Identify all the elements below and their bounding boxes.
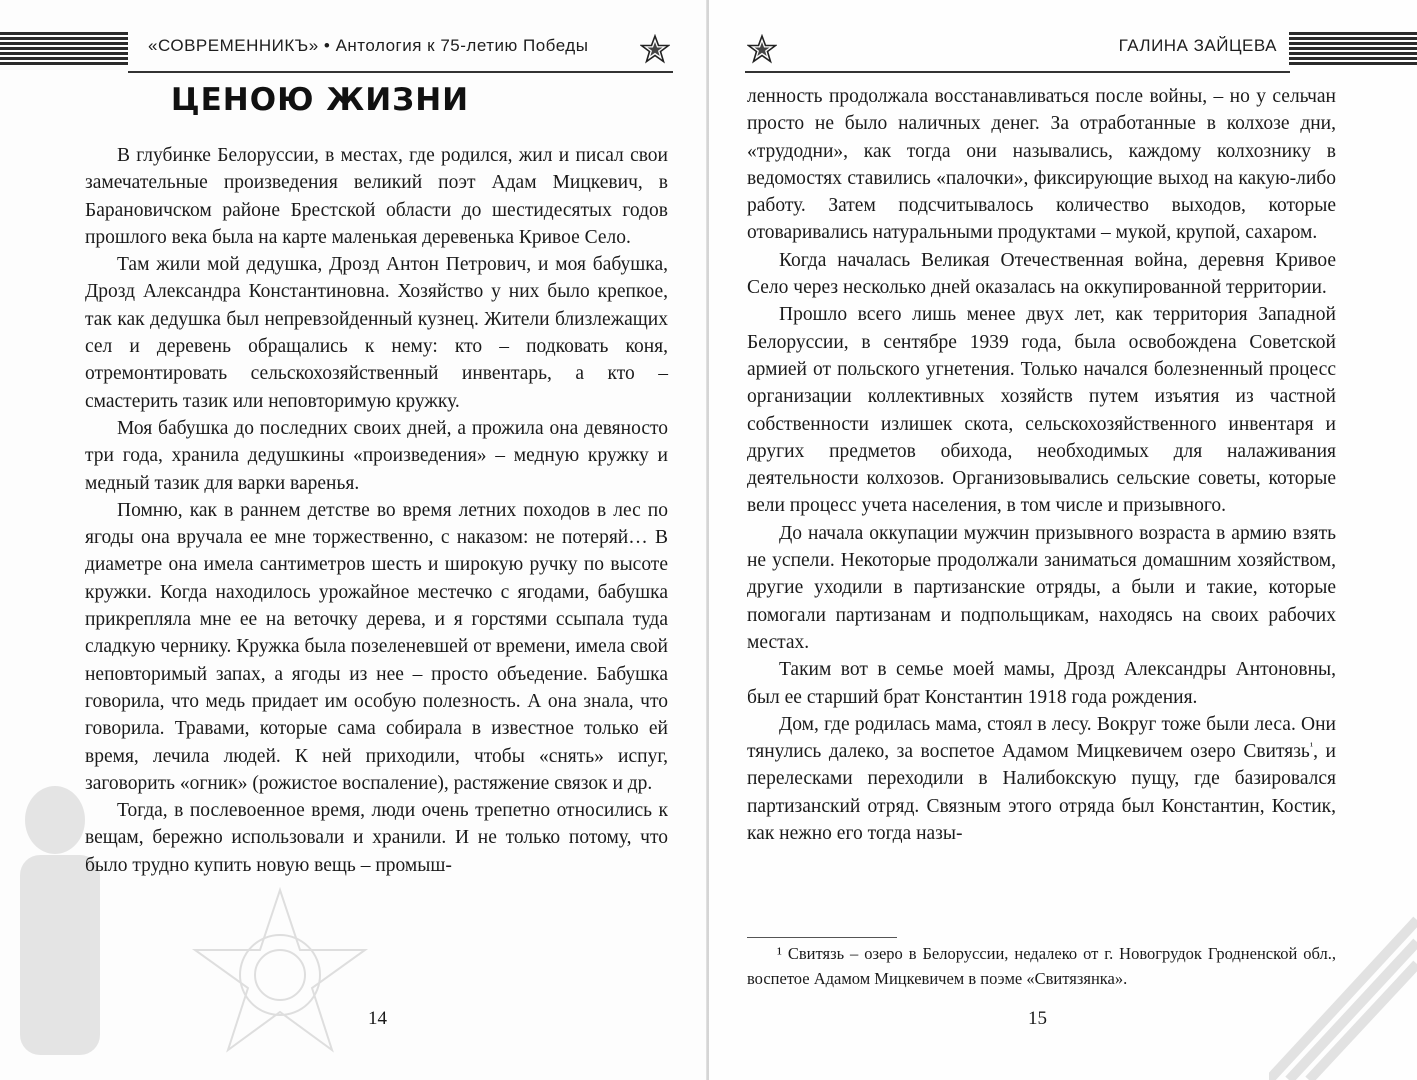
paragraph: Когда началась Великая Отечественная война, деревня Кривое Село через несколько дней оказалась на оккупированной территории.	[747, 249, 1336, 299]
header-rule	[128, 71, 673, 73]
paragraph	[747, 711, 1336, 847]
paragraph: Прошло всего лишь менее двух лет, как территория Западной Белоруссии, в сентябре 1939 года, была освобождена Советской армией от польского угнетения. Только начался болезненный процесс организации коллективных хозяйств путем изъятия из частной собственности излишек скота, сельскохозяйственного инвентаря и других предметов обихода, необходимых для налаживания деятельности колхозов. Организовывались сельские советы, которые вели процесс учета населения, в том числе и призывного.	[747, 304, 1336, 517]
paragraph: Там жили мой дедушка, Дрозд Антон Петрович, и моя бабушка, Дрозд Александра Константиновна. Хозяйство у них было крепкое, так как дедушка был непревзойденный кузнец. Жители близлежащих сел и деревень обращались к нему: кто – подковать коня, отремонтировать сельскохозяйственный инвентарь, а кто – смастерить тазик или неповторимую кружку.	[85, 254, 668, 412]
paragraph: Таким вот в семье моей мамы, Дрозд Александры Антоновны, был ее старший брат Константин 1918 года рождения.	[747, 659, 1336, 708]
header-rule	[745, 71, 1290, 73]
star-icon	[747, 34, 777, 64]
chapter-title: ЦЕНОЮ ЖИЗНИ	[170, 82, 470, 118]
page-number: 15	[1028, 1008, 1047, 1029]
left-page	[0, 0, 708, 1080]
running-head: «СОВРЕМЕННИКЪ» • Антология к 75-летию Победы	[148, 36, 589, 55]
running-head: ГАЛИНА ЗАЙЦЕВА	[1118, 36, 1277, 55]
ribbon-decoration	[1289, 32, 1417, 66]
right-body-text	[747, 83, 1336, 847]
order-medal-watermark-icon	[150, 880, 410, 1080]
footnote	[747, 941, 1336, 991]
page-number: 14	[368, 1008, 387, 1029]
paragraph: До начала оккупации мужчин призывного возраста в армию взять не успели. Некоторые продолжали заниматься домашним хозяйством, другие уходили в партизанские отряды, а были и такие, которые помогали партизанам и подпольщикам, находясь на своих рабочих местах.	[747, 522, 1336, 653]
footnote-text: ¹ Свитязь – озеро в Белоруссии, недалеко от г. Новогрудок Гродненской обл., воспетое Адамом Мицкевичем в поэме «Свитязянка».	[747, 944, 1336, 988]
paragraph: ленность продолжала восстанавливаться после войны, – но у сельчан просто не было наличных денег. За отработанные в колхозе дни, «трудодни», как тогда они назывались, каждому колхознику в ведомостях ставились «палочки», фиксирующие выход на какую-либо работу. Затем подсчитывалось количество выходов, которые отоваривались натуральными продуктами – мукой, крупой, сахаром.	[747, 86, 1336, 244]
footnote-rule	[747, 937, 897, 938]
paragraph-text: , и перелесками переходили в Налибокскую пущу, где базировался партизанский отряд. Связным этого отряда был Константин, Костик, как нежно его тогда назы-	[747, 741, 1336, 845]
paragraph-text: Дом, где родилась мама, стоял в лесу. Вокруг тоже были леса. Они тянулись далеко, за воспетое Адамом Мицкевичем озеро Свитязь	[747, 713, 1336, 763]
paragraph: Помню, как в раннем детстве во время летних походов в лес по ягоды она вручала ее мне торжественно, с наказом: не потеряй… В диаметре она имела сантиметров шесть и широкую ручку по высоте кружки. Когда находилось урожайное местечко с ягодами, бабушка прикрепляла мне ее на веточку дерева, и я горстями ссыпала туда сладкую чернику. Кружка была позеленевшей от времени, имела свой неповторимый запах, а ягоды из нее – просто объедение. Бабушка говорила, что медь придает им особую полезность. А она знала, что говорила. Травами, которые сама собирала в известное только ей время, лечила людей. К ней приходили, чтобы «снять» испуг, заговорить «огник» (рожистое воспаление), растяжение связок и др.	[85, 499, 668, 794]
footnote-marker: ¹	[1309, 740, 1314, 753]
paragraph: Тогда, в послевоенное время, люди очень трепетно относились к вещам, бережно использовали и хранили. И не только потому, что было трудно купить новую вещь – промыш-	[85, 800, 668, 876]
paragraph: Моя бабушка до последних своих дней, а прожила она девяносто три года, хранила дедушкины «произведения» – медную кружку и медный тазик для варки варенья.	[85, 417, 668, 494]
paragraph: В глубинке Белоруссии, в местах, где родился, жил и писал свои замечательные произведения великий поэт Адам Мицкевич, в Барановичском районе Брестской области до шестидесятых годов прошлого века была на карте маленькая деревенька Кривое Село.	[85, 145, 668, 248]
star-icon	[640, 34, 670, 64]
left-body-text	[85, 142, 668, 879]
ribbon-decoration	[0, 32, 128, 66]
right-page	[709, 0, 1417, 1080]
